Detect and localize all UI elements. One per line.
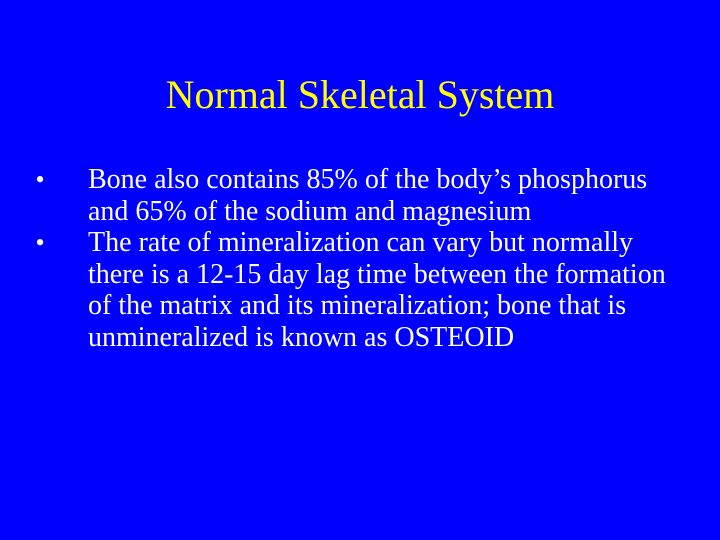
slide-title: Normal Skeletal System [165,72,555,117]
bullet-text: Bone also contains 85% of the body’s phosphorus and 65% of the sodium and magnesium [88,164,648,227]
bullet-dot-icon: • [35,228,45,257]
bullet-text: The rate of mineralization can vary but normally there is a 12-15 day lag time between the formation of the matrix and its mineralization; bone that is unmineralized is known as OSTEOID [88,227,666,353]
bullet-item-bone-content [0,164,668,227]
bullet-list [0,164,700,353]
bullet-dot-icon: • [35,165,45,194]
bullet-item-mineralization [0,227,668,353]
